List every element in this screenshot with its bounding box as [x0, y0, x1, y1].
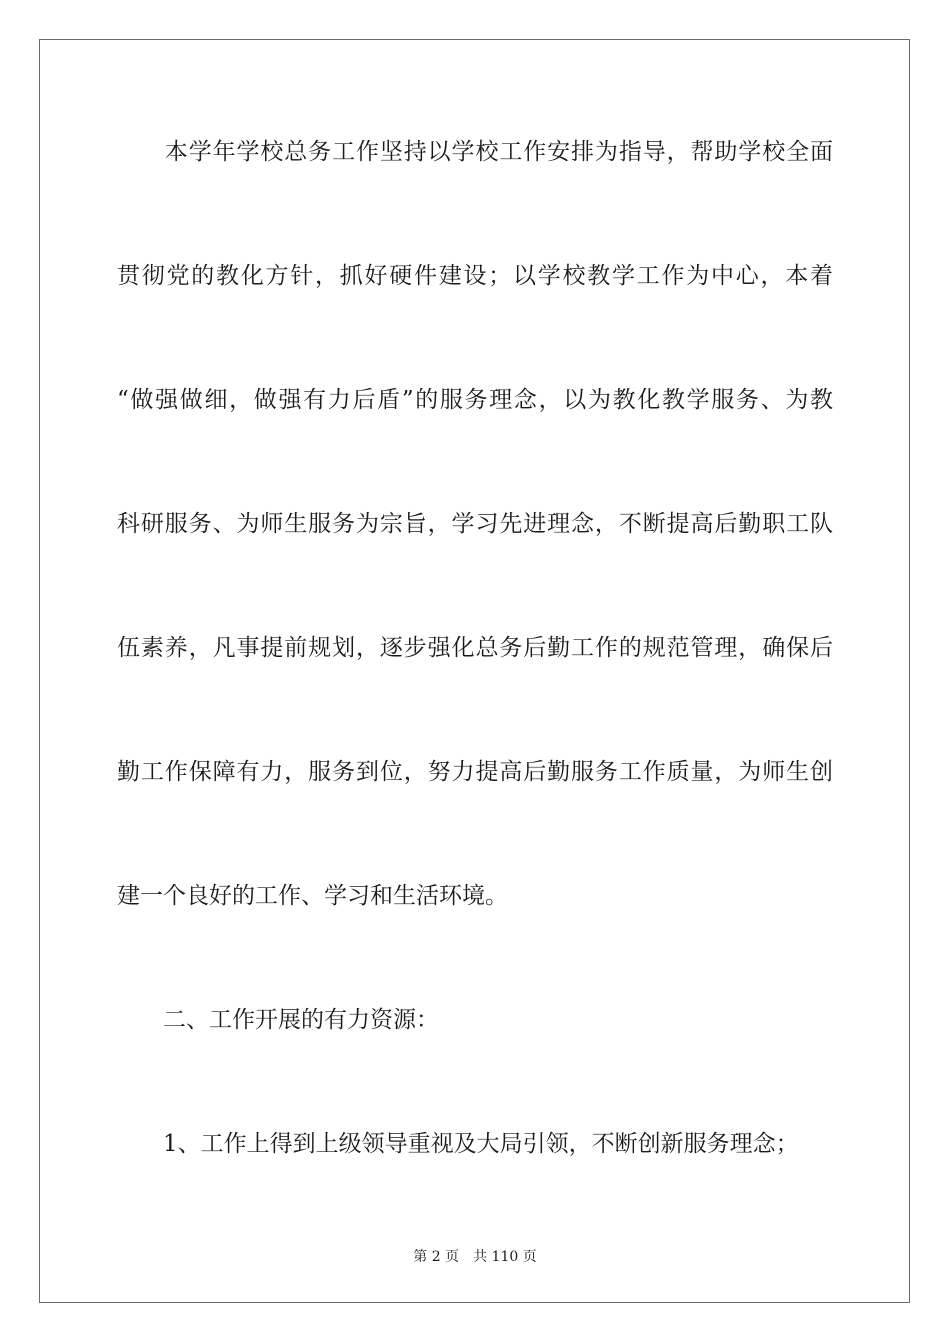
paragraph-line-7: 建一个良好的工作、学习和生活环境。 — [117, 883, 508, 909]
paragraph-line-6: 勤工作保障有力，服务到位，努力提高后勤服务工作质量，为师生创 — [117, 759, 833, 785]
page-footer — [0, 1247, 950, 1267]
section-heading: 二、工作开展的有力资源： — [117, 1007, 439, 1033]
page-border — [39, 39, 910, 1303]
list-item-1: 1、工作上得到上级领导重视及大局引领，不断创新服务理念； — [117, 1131, 799, 1157]
paragraph-line-2: 贯彻党的教化方针，抓好硬件建设；以学校教学工作为中心，本着 — [117, 263, 833, 289]
paragraph-line-1: 本学年学校总务工作坚持以学校工作安排为指导，帮助学校全面 — [117, 139, 833, 165]
paragraph-line-3: “做强做细，做强有力后盾”的服务理念，以为教化教学服务、为教 — [117, 387, 833, 413]
paragraph-line-5: 伍素养，凡事提前规划，逐步强化总务后勤工作的规范管理，确保后 — [117, 635, 833, 661]
total-pages: 共 110 页 — [473, 1249, 537, 1265]
page-number: 第 2 页 — [413, 1249, 460, 1265]
paragraph-line-4: 科研服务、为师生服务为宗旨，学习先进理念，不断提高后勤职工队 — [117, 511, 833, 537]
